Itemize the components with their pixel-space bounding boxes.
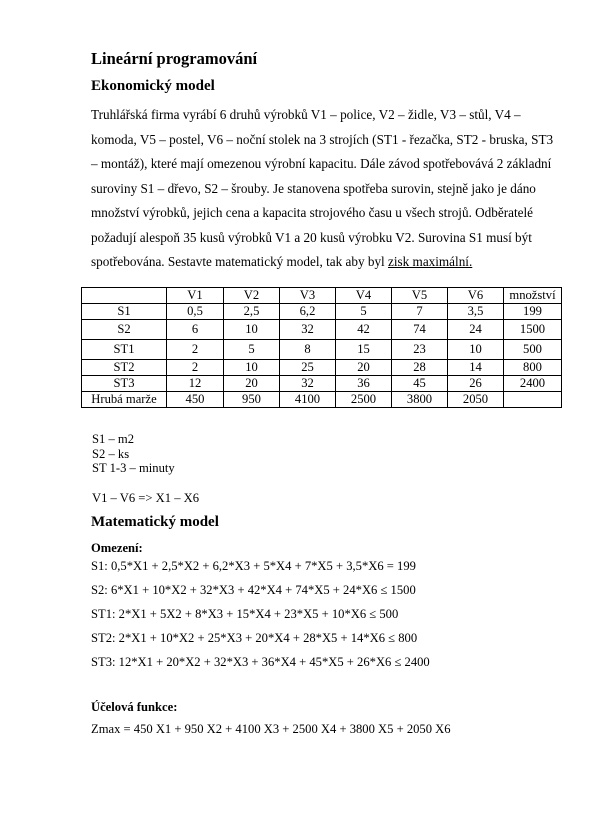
- table-cell: 24: [448, 320, 504, 340]
- table-cell: 20: [224, 376, 280, 392]
- table-row: [82, 392, 562, 408]
- table-cell: 800: [504, 360, 562, 376]
- header-cell: V3: [280, 288, 336, 304]
- header-cell: [82, 288, 167, 304]
- table-header-row: [82, 288, 562, 304]
- table-cell: 15: [336, 340, 392, 360]
- table-cell: 950: [224, 392, 280, 408]
- table-cell: 2500: [336, 392, 392, 408]
- table-cell: 5: [336, 304, 392, 320]
- table-cell: 74: [392, 320, 448, 340]
- table-cell: 8: [280, 340, 336, 360]
- table-cell: 12: [167, 376, 224, 392]
- header-cell: V6: [448, 288, 504, 304]
- problem-goal-underlined: zisk maximální.: [388, 254, 473, 269]
- constraint-s2: S2: 6*X1 + 10*X2 + 32*X3 + 42*X4 + 74*X5 + 24*X6 ≤ 1500: [91, 583, 416, 597]
- table-cell: 25: [280, 360, 336, 376]
- table-cell: ST1: [82, 340, 167, 360]
- table-cell: 32: [280, 320, 336, 340]
- table-cell: 6,2: [280, 304, 336, 320]
- table-cell: S1: [82, 304, 167, 320]
- constraint-st1: ST1: 2*X1 + 5X2 + 8*X3 + 15*X4 + 23*X5 + 10*X6 ≤ 500: [91, 607, 399, 621]
- table-cell: 3,5: [448, 304, 504, 320]
- table-row: [82, 376, 562, 392]
- table-cell: 450: [167, 392, 224, 408]
- table-cell: 199: [504, 304, 562, 320]
- header-cell: V5: [392, 288, 448, 304]
- table-cell: 10: [224, 320, 280, 340]
- header-cell: V1: [167, 288, 224, 304]
- table-cell: [504, 392, 562, 408]
- objective-function: Zmax = 450 X1 + 950 X2 + 4100 X3 + 2500 X4 + 3800 X5 + 2050 X6: [91, 722, 451, 736]
- constraints-heading: Omezení:: [91, 541, 143, 555]
- table-row: [82, 320, 562, 340]
- table-cell: 20: [336, 360, 392, 376]
- unit-line: S1 – m2: [92, 432, 134, 446]
- header-cell: V4: [336, 288, 392, 304]
- table-cell: 2050: [448, 392, 504, 408]
- unit-line: S2 – ks: [92, 446, 130, 461]
- table-cell: 10: [224, 360, 280, 376]
- table-cell: 26: [448, 376, 504, 392]
- table-cell: 2,5: [224, 304, 280, 320]
- variable-mapping: V1 – V6 => X1 – X6: [92, 491, 200, 505]
- constraint-s1: S1: 0,5*X1 + 2,5*X2 + 6,2*X3 + 5*X4 + 7*X5 + 3,5*X6 = 199: [91, 559, 416, 573]
- constraint-st3: ST3: 12*X1 + 20*X2 + 32*X3 + 36*X4 + 45*X5 + 26*X6 ≤ 2400: [91, 655, 430, 669]
- table-cell: 23: [392, 340, 448, 360]
- table-cell: 45: [392, 376, 448, 392]
- table-cell: 3800: [392, 392, 448, 408]
- table-cell: 32: [280, 376, 336, 392]
- objective-heading: Účelová funkce:: [91, 700, 178, 714]
- table-cell: 4100: [280, 392, 336, 408]
- table-cell: 6: [167, 320, 224, 340]
- unit-legend: [92, 432, 175, 476]
- constraint-st2: ST2: 2*X1 + 10*X2 + 25*X3 + 20*X4 + 28*X5 + 14*X6 ≤ 800: [91, 631, 418, 645]
- table-cell: 5: [224, 340, 280, 360]
- table-cell: 500: [504, 340, 562, 360]
- table-row: [82, 360, 562, 376]
- header-cell: množství: [504, 288, 562, 304]
- table-cell: 28: [392, 360, 448, 376]
- table-cell: 14: [448, 360, 504, 376]
- table-cell: S2: [82, 320, 167, 340]
- unit-line: ST 1-3 – minuty: [92, 461, 175, 476]
- table-cell: ST2: [82, 360, 167, 376]
- economic-model-heading: Ekonomický model: [91, 78, 215, 94]
- table-row: [82, 340, 562, 360]
- table-row: [82, 304, 562, 320]
- table-cell: 7: [392, 304, 448, 320]
- table-cell: 36: [336, 376, 392, 392]
- table-cell: 2400: [504, 376, 562, 392]
- table-cell: 0,5: [167, 304, 224, 320]
- problem-description: [91, 103, 561, 275]
- data-table: [81, 287, 562, 408]
- table-cell: 10: [448, 340, 504, 360]
- math-model-heading: Matematický model: [91, 514, 219, 530]
- problem-text: Truhlářská firma vyrábí 6 druhů výrobků V1 – police, V2 – židle, V3 – stůl, V4 – komoda, V5 – postel, V6 – noční stolek na 3 strojích (ST1 - řezačka, ST2 - bruska, ST3 – montáž), které mají omezenou výrobní kapacitu. Dále závod spotřebovává 2 základní suroviny S1 – dřevo, S2 – šrouby. Je stanovena spotřeba surovin, stejně jako je dáno množství výrobků, jejich cena a kapacita strojového času u všech strojů. Odběratelé požadují alespoň 35 kusů výrobků V1 a 20 kusů výrobku V2. Surovina S1 musí být spotřebována. Sestavte matematický model, tak aby byl: [91, 107, 554, 269]
- table-cell: 2: [167, 340, 224, 360]
- table-cell: 1500: [504, 320, 562, 340]
- table-cell: ST3: [82, 376, 167, 392]
- table-cell: Hrubá marže: [82, 392, 167, 408]
- document-title: Lineární programování: [91, 49, 258, 68]
- table-cell: 42: [336, 320, 392, 340]
- table-cell: 2: [167, 360, 224, 376]
- header-cell: V2: [224, 288, 280, 304]
